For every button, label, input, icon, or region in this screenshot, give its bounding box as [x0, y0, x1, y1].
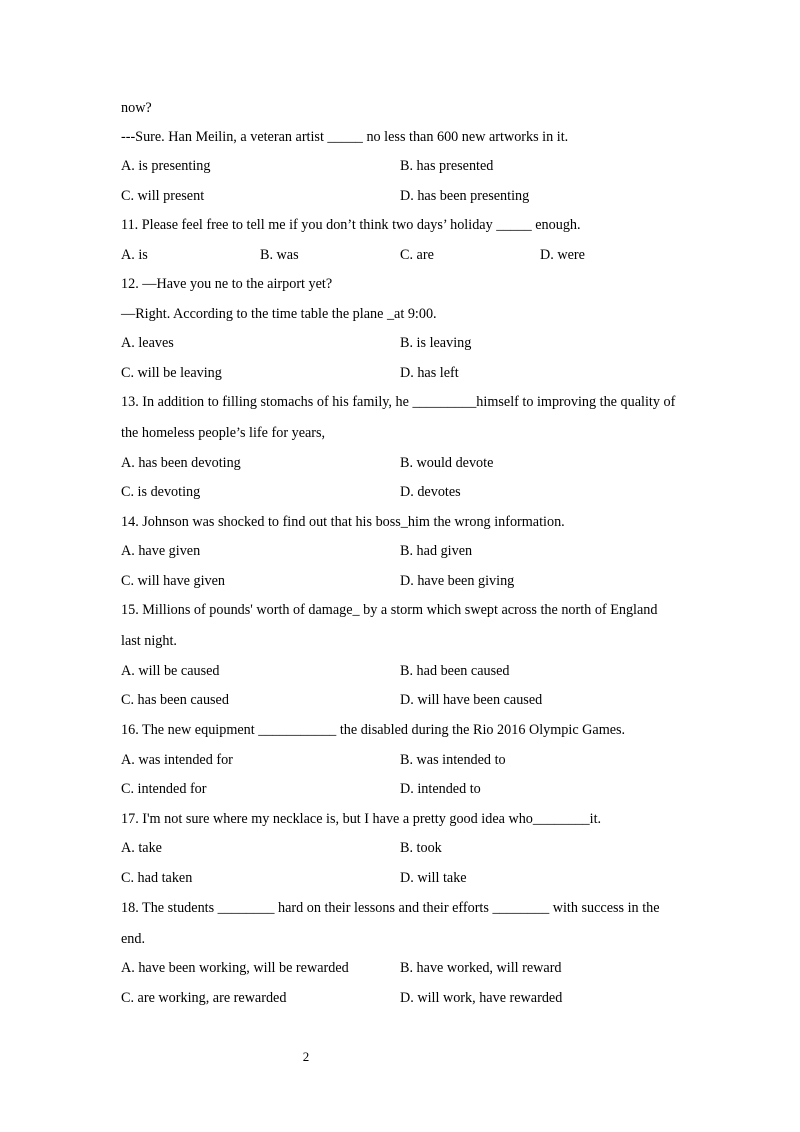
- q12-option-b: B. is leaving: [400, 335, 472, 351]
- q14-option-b: B. had given: [400, 543, 473, 559]
- q10-option-d: D. has been presenting: [400, 188, 530, 204]
- q12-option-a: A. leaves: [121, 335, 174, 351]
- q13-option-d: D. devotes: [400, 484, 461, 500]
- q11-option-c: C. are: [400, 247, 434, 263]
- question-11-stem: 11. Please feel free to tell me if you don’t think two days’ holiday _____ enough.: [121, 217, 581, 233]
- q15-option-a: A. will be caused: [121, 663, 220, 679]
- question-13-stem: 13. In addition to filling stomachs of his family, he _________himself to improving the quality of: [121, 394, 676, 410]
- q16-option-b: B. was intended to: [400, 752, 506, 768]
- q17-option-d: D. will take: [400, 870, 467, 886]
- question-12-stem: 12. —Have you ne to the airport yet?: [121, 276, 333, 292]
- question-10-stem: ---Sure. Han Meilin, a veteran artist _____ no less than 600 new artworks in it.: [121, 129, 569, 145]
- q18-option-c: C. are working, are rewarded: [121, 990, 287, 1006]
- q11-option-b: B. was: [260, 247, 299, 263]
- question-18-stem: 18. The students ________ hard on their lessons and their efforts ________ with success in the: [121, 900, 660, 916]
- q13-option-c: C. is devoting: [121, 484, 201, 500]
- question-16-stem: 16. The new equipment ___________ the disabled during the Rio 2016 Olympic Games.: [121, 722, 626, 738]
- q10-option-c: C. will present: [121, 188, 205, 204]
- q18-option-d: D. will work, have rewarded: [400, 990, 563, 1006]
- q16-option-c: C. intended for: [121, 781, 207, 797]
- q10-option-b: B. has presented: [400, 158, 494, 174]
- q18-option-a: A. have been working, will be rewarded: [121, 960, 349, 976]
- question-15-stem-2: last night.: [121, 633, 177, 649]
- q14-option-c: C. will have given: [121, 573, 226, 589]
- q13-option-a: A. has been devoting: [121, 455, 241, 471]
- question-17-stem: 17. I'm not sure where my necklace is, but I have a pretty good idea who________it.: [121, 811, 602, 827]
- q11-option-a: A. is: [121, 247, 148, 263]
- q14-option-d: D. have been giving: [400, 573, 515, 589]
- q16-option-d: D. intended to: [400, 781, 481, 797]
- q15-option-c: C. has been caused: [121, 692, 229, 708]
- text-line: now?: [121, 100, 152, 116]
- q12-option-d: D. has left: [400, 365, 459, 381]
- question-14-stem: 14. Johnson was shocked to find out that his boss_him the wrong information.: [121, 514, 565, 530]
- page-number: 2: [302, 1049, 310, 1064]
- q16-option-a: A. was intended for: [121, 752, 233, 768]
- q15-option-d: D. will have been caused: [400, 692, 543, 708]
- question-13-stem-2: the homeless people’s life for years,: [121, 425, 326, 441]
- q13-option-b: B. would devote: [400, 455, 494, 471]
- question-15-stem: 15. Millions of pounds' worth of damage_ by a storm which swept across the north of England: [121, 602, 658, 618]
- q17-option-c: C. had taken: [121, 870, 193, 886]
- question-18-stem-2: end.: [121, 931, 146, 947]
- q11-option-d: D. were: [540, 247, 585, 263]
- q18-option-b: B. have worked, will reward: [400, 960, 562, 976]
- question-12-stem-2: —Right. According to the time table the plane _at 9:00.: [121, 306, 437, 322]
- q15-option-b: B. had been caused: [400, 663, 510, 679]
- q17-option-b: B. took: [400, 840, 442, 856]
- q10-option-a: A. is presenting: [121, 158, 211, 174]
- q17-option-a: A. take: [121, 840, 162, 856]
- q12-option-c: C. will be leaving: [121, 365, 222, 381]
- q14-option-a: A. have given: [121, 543, 201, 559]
